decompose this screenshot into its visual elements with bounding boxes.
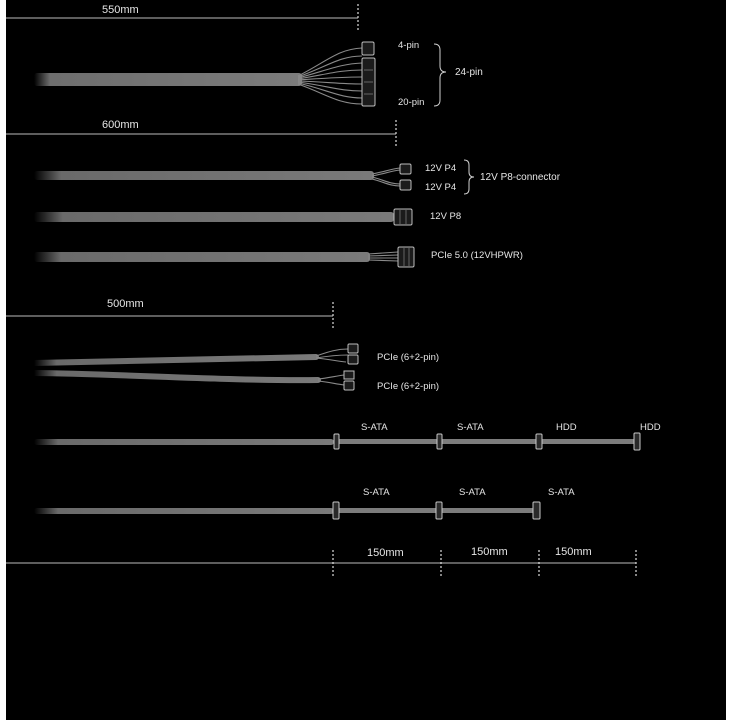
eps-cable-sheath xyxy=(34,171,374,180)
chain2-label-1: S-ATA xyxy=(363,487,390,498)
pcie-b-sheath xyxy=(34,373,318,380)
eps-p4-top-plug xyxy=(400,164,411,174)
pcie-6plus2-cable-a xyxy=(34,344,439,364)
atx-brace xyxy=(434,44,446,106)
pcie5-plug xyxy=(398,247,414,267)
chain1-hdd-2-plug xyxy=(634,433,640,450)
eps-p4-top-label: 12V P4 xyxy=(425,163,457,174)
pcie-a-label: PCIe (6+2-pin) xyxy=(377,352,440,363)
atx-20pin-label: 20-pin xyxy=(398,97,425,108)
eps-p4-bottom-label: 12V P4 xyxy=(425,182,457,193)
measure-550-label: 550mm xyxy=(102,4,139,16)
sata-chain-1 xyxy=(34,422,661,450)
pcie-b-label: PCIe (6+2-pin) xyxy=(377,381,440,392)
chain2-sata-3-plug xyxy=(533,502,540,519)
pcie-a-2pin-plug xyxy=(348,355,358,364)
pcie5-cable-sheath xyxy=(34,252,370,262)
atx-24pin-cable xyxy=(34,40,483,108)
measure-600mm xyxy=(6,119,396,146)
measure-segments xyxy=(6,546,636,578)
chain1-sheath-seg2 xyxy=(442,439,538,444)
cable-diagram xyxy=(6,0,726,720)
pcie5-cable xyxy=(34,247,523,267)
measure-500-label: 500mm xyxy=(107,298,144,310)
segment-label-2: 150mm xyxy=(471,546,508,558)
chain1-sheath-main xyxy=(34,439,334,445)
chain1-sata-2-plug xyxy=(437,434,442,449)
eps-brace xyxy=(464,160,474,194)
atx-4pin-plug xyxy=(362,42,374,55)
eps-p4-bottom-plug xyxy=(400,180,411,190)
chain2-sheath-seg1 xyxy=(338,508,438,513)
chain1-label-1: S-ATA xyxy=(361,422,388,433)
sata-chain-2 xyxy=(34,487,575,519)
chain1-sheath-seg1 xyxy=(338,439,438,444)
segment-label-1: 150mm xyxy=(367,547,404,559)
chain1-hdd-1-plug xyxy=(536,434,542,449)
chain2-sata-1-plug xyxy=(333,502,339,519)
pcie-a-sheath xyxy=(34,357,316,363)
chain1-sata-1-plug xyxy=(334,434,339,449)
chain1-label-4: HDD xyxy=(640,422,661,433)
chain2-sata-2-plug xyxy=(436,502,442,519)
pcie-b-6pin-plug xyxy=(344,371,354,379)
eps-split-cable xyxy=(34,160,561,194)
chain1-label-3: HDD xyxy=(556,422,577,433)
pcie-6plus2-cable-b xyxy=(34,371,439,392)
measure-500mm xyxy=(6,298,333,330)
eps-group-label: 12V P8-connector xyxy=(480,172,561,183)
chain2-label-3: S-ATA xyxy=(548,487,575,498)
p8-plug xyxy=(394,209,412,225)
segment-label-3: 150mm xyxy=(555,546,592,558)
chain2-sheath-seg2 xyxy=(442,508,534,513)
chain2-sheath-main xyxy=(34,508,334,514)
chain2-label-2: S-ATA xyxy=(459,487,486,498)
pcie-b-2pin-plug xyxy=(344,381,354,390)
atx-cable-sheath xyxy=(34,73,302,86)
pcie5-label: PCIe 5.0 (12VHPWR) xyxy=(431,250,523,261)
chain1-label-2: S-ATA xyxy=(457,422,484,433)
p8-label: 12V P8 xyxy=(430,211,462,222)
cable-diagram-svg xyxy=(6,0,726,720)
chain1-sheath-seg3 xyxy=(542,439,634,444)
pcie-a-6pin-plug xyxy=(348,344,358,353)
atx-24pin-label: 24-pin xyxy=(455,67,483,78)
p8-cable-sheath xyxy=(34,212,394,222)
p8-cable xyxy=(34,209,461,225)
measure-600-label: 600mm xyxy=(102,119,139,131)
atx-4pin-label: 4-pin xyxy=(398,40,420,51)
atx-wire-fan xyxy=(298,48,362,104)
measure-550mm xyxy=(6,4,358,30)
